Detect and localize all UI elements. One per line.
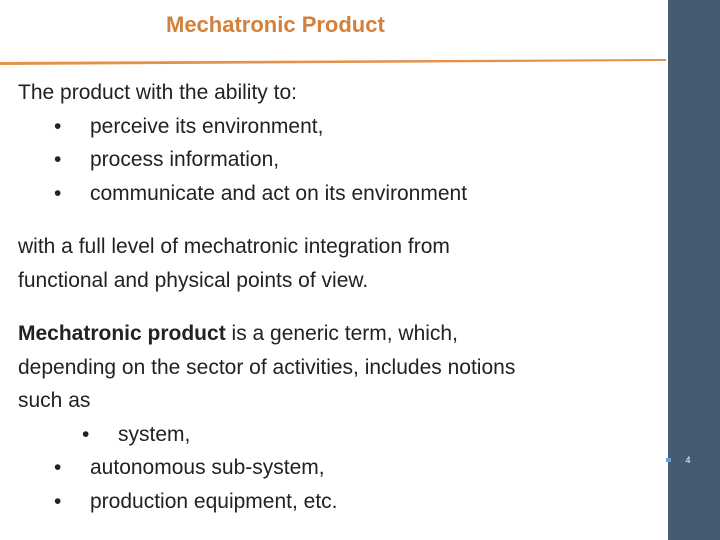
definition-continuation: is a generic term, which, xyxy=(225,322,458,345)
integration-text: with a full level of mechatronic integration from xyxy=(18,235,450,258)
list-item-text: system, xyxy=(118,422,191,446)
bullet-icon: • xyxy=(54,181,62,205)
list-item xyxy=(18,143,658,177)
list-item xyxy=(18,485,658,519)
slide-body xyxy=(18,76,658,518)
paragraph-gap xyxy=(18,297,658,317)
list-item-text: communicate and act on its environment xyxy=(90,181,468,205)
list-item xyxy=(18,451,658,485)
list-item xyxy=(18,177,658,211)
bullet-icon: • xyxy=(54,456,62,479)
bullet-icon: • xyxy=(82,422,90,446)
title-underline xyxy=(0,58,666,66)
page-marker xyxy=(666,458,671,462)
list-item-text: autonomous sub-system, xyxy=(90,456,325,479)
definition-text: such as xyxy=(18,389,91,412)
bullet-icon: • xyxy=(54,489,62,513)
list-item-text: process information, xyxy=(90,148,280,171)
list-item xyxy=(18,418,658,452)
integration-text: functional and physical points of view. xyxy=(18,268,369,292)
list-item xyxy=(18,110,658,144)
list-item-text: perceive its environment, xyxy=(90,114,324,138)
intro-text: The product with the ability to: xyxy=(18,81,297,104)
page-number: 4 xyxy=(685,455,691,465)
paragraph-gap xyxy=(18,210,658,230)
definition-text: depending on the sector of activities, includes notions xyxy=(18,355,516,379)
definition-text xyxy=(18,317,658,351)
slide-title: Mechatronic Product xyxy=(166,12,385,37)
definition-term: Mechatronic product xyxy=(18,322,226,345)
bullet-icon: • xyxy=(54,148,62,171)
list-item-text: production equipment, etc. xyxy=(90,489,338,513)
bullet-icon: • xyxy=(54,114,62,138)
